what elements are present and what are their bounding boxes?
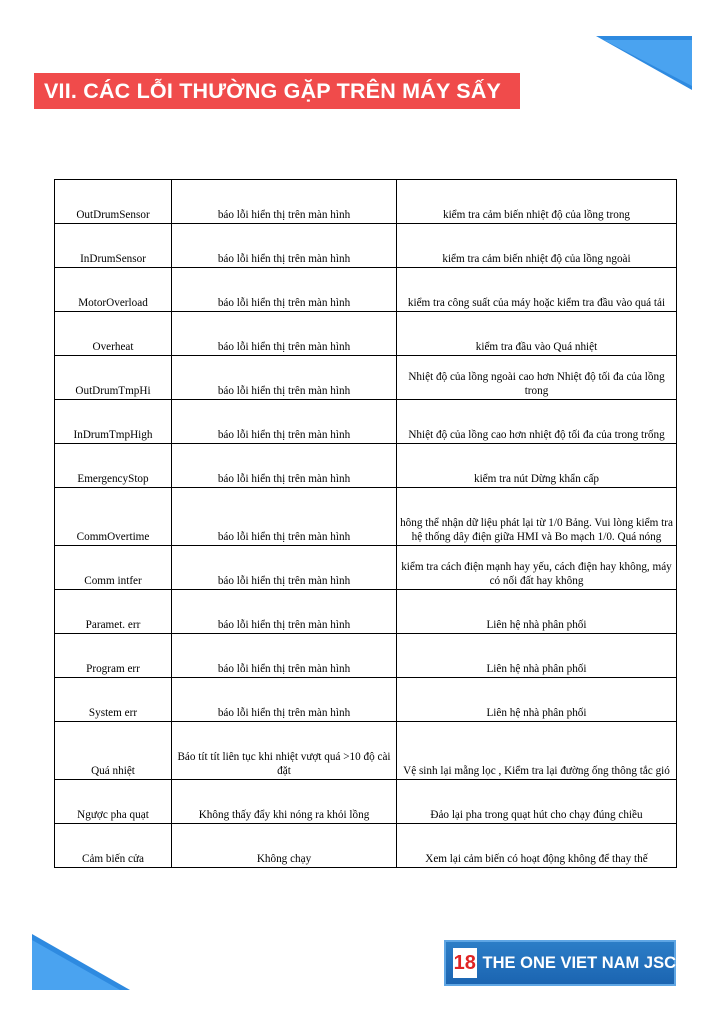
remedy-cell: Liên hệ nhà phân phối <box>397 590 677 634</box>
company-name: THE ONE VIET NAM JSC <box>482 953 676 972</box>
symptom-cell: Không chạy <box>172 824 397 868</box>
error-code-cell: EmergencyStop <box>55 444 172 488</box>
error-code-cell: Comm intfer <box>55 546 172 590</box>
table-row <box>55 634 677 678</box>
symptom-cell: báo lỗi hiển thị trên màn hình <box>172 312 397 356</box>
table-row <box>55 678 677 722</box>
error-code-cell: CommOvertime <box>55 488 172 546</box>
error-code-cell: InDrumSensor <box>55 224 172 268</box>
error-code-cell: MotorOverload <box>55 268 172 312</box>
symptom-cell: báo lỗi hiển thị trên màn hình <box>172 400 397 444</box>
symptom-cell: báo lỗi hiển thị trên màn hình <box>172 224 397 268</box>
remedy-cell: Nhiệt độ của lồng cao hơn nhiệt độ tối đa của trong trống <box>397 400 677 444</box>
remedy-cell: Nhiệt độ của lồng ngoài cao hơn Nhiệt độ tối đa của lồng trong <box>397 356 677 400</box>
symptom-cell: báo lỗi hiển thị trên màn hình <box>172 444 397 488</box>
table-row <box>55 546 677 590</box>
table-row <box>55 824 677 868</box>
remedy-cell: kiểm tra cách điện mạnh hay yếu, cách điện hay không, máy có nối đất hay không <box>397 546 677 590</box>
error-code-cell: Paramet. err <box>55 590 172 634</box>
remedy-cell: Liên hệ nhà phân phối <box>397 678 677 722</box>
remedy-cell: kiểm tra nút Dừng khẩn cấp <box>397 444 677 488</box>
error-code-cell: Quá nhiệt <box>55 722 172 780</box>
error-code-cell: InDrumTmpHigh <box>55 400 172 444</box>
error-code-cell: System err <box>55 678 172 722</box>
corner-decoration-top-right <box>596 36 692 90</box>
error-code-cell: OutDrumTmpHi <box>55 356 172 400</box>
table-row <box>55 224 677 268</box>
symptom-cell: báo lỗi hiển thị trên màn hình <box>172 590 397 634</box>
table-row <box>55 400 677 444</box>
symptom-cell: báo lỗi hiển thị trên màn hình <box>172 678 397 722</box>
symptom-cell: báo lỗi hiển thị trên màn hình <box>172 180 397 224</box>
error-code-cell: Ngược pha quạt <box>55 780 172 824</box>
remedy-cell: kiểm tra đầu vào Quá nhiệt <box>397 312 677 356</box>
table-row <box>55 180 677 224</box>
symptom-cell: báo lỗi hiển thị trên màn hình <box>172 268 397 312</box>
page-number: 18 <box>453 948 477 978</box>
table-row <box>55 444 677 488</box>
symptom-cell: báo lỗi hiển thị trên màn hình <box>172 356 397 400</box>
remedy-cell: kiểm tra công suất của máy hoặc kiểm tra đầu vào quá tải <box>397 268 677 312</box>
error-code-cell: Overheat <box>55 312 172 356</box>
table-row <box>55 356 677 400</box>
error-table <box>54 179 677 868</box>
symptom-cell: báo lỗi hiển thị trên màn hình <box>172 546 397 590</box>
table-row <box>55 590 677 634</box>
table-row <box>55 722 677 780</box>
error-code-cell: Program err <box>55 634 172 678</box>
corner-decoration-bottom-left <box>32 934 130 990</box>
error-table-body <box>55 180 677 868</box>
error-code-cell: Cảm biến cửa <box>55 824 172 868</box>
symptom-cell: Không thấy đẩy khi nóng ra khỏi lồng <box>172 780 397 824</box>
symptom-cell: báo lỗi hiển thị trên màn hình <box>172 488 397 546</box>
remedy-cell: Xem lại cảm biến có hoạt động không để thay thế <box>397 824 677 868</box>
table-row <box>55 268 677 312</box>
footer-banner <box>444 940 676 986</box>
symptom-cell: báo lỗi hiển thị trên màn hình <box>172 634 397 678</box>
remedy-cell: Vệ sinh lại mẵng lọc , Kiểm tra lại đường ống thông tắc gió <box>397 722 677 780</box>
table-row <box>55 312 677 356</box>
remedy-cell: Đảo lại pha trong quạt hút cho chạy đúng chiều <box>397 780 677 824</box>
error-code-cell: OutDrumSensor <box>55 180 172 224</box>
symptom-cell: Báo tít tít liên tục khi nhiệt vượt quá >10 độ cài đặt <box>172 722 397 780</box>
remedy-cell: hông thể nhận dữ liệu phát lại từ 1/0 Bảng. Vui lòng kiểm tra hệ thống dây điện giữa HMI và Bo mạch 1/0. Quá nóng <box>397 488 677 546</box>
remedy-cell: Liên hệ nhà phân phối <box>397 634 677 678</box>
table-row <box>55 780 677 824</box>
remedy-cell: kiểm tra cảm biến nhiệt độ của lồng ngoài <box>397 224 677 268</box>
section-heading-bar <box>34 73 520 109</box>
section-heading: VII. CÁC LỖI THƯỜNG GẶP TRÊN MÁY SẤY <box>44 78 502 103</box>
remedy-cell: kiểm tra cảm biến nhiệt độ của lồng trong <box>397 180 677 224</box>
table-row <box>55 488 677 546</box>
